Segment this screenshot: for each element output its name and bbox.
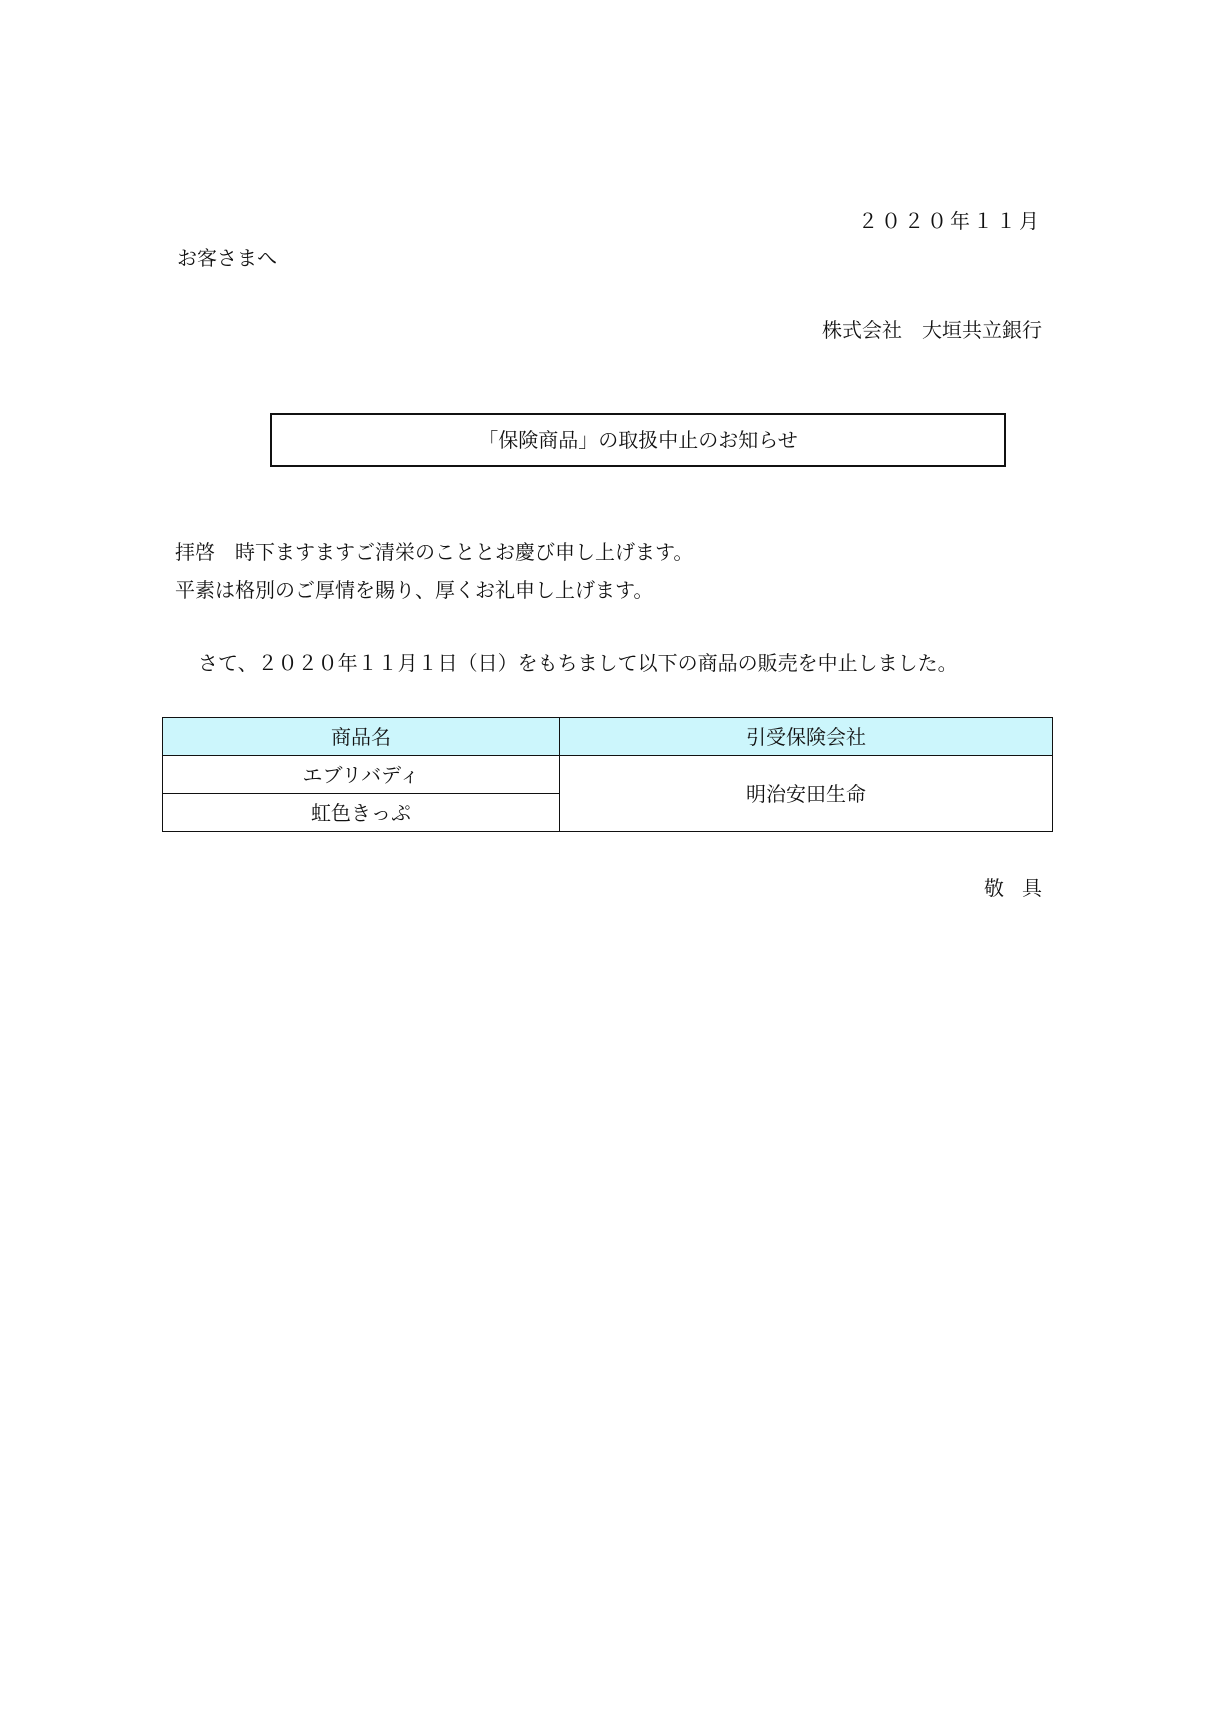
recipient-line: お客さまへ (177, 246, 277, 270)
table-row (163, 756, 1053, 794)
discontinued-products-table (162, 717, 1053, 832)
closing-phrase: 敬具 (984, 876, 1060, 900)
insurer-cell: 明治安田生命 (560, 756, 1053, 832)
notice-title: 「保険商品」の取扱中止のお知らせ (478, 428, 798, 452)
product-name-cell: 虹色きっぷ (163, 794, 560, 832)
document-date: ２０２０年１１月 (858, 209, 1042, 233)
product-name-cell: エブリバディ (163, 756, 560, 794)
table-header-row (163, 718, 1053, 756)
announcement-paragraph: さて、２０２０年１１月１日（日）をもちまして以下の商品の販売を中止しました。 (198, 651, 958, 675)
greeting-line-2: 平素は格別のご厚情を賜り、厚くお礼申し上げます。 (175, 578, 654, 602)
greeting-line-1: 拝啓 時下ますますご清栄のこととお慶び申し上げます。 (175, 540, 694, 564)
notice-title-box (270, 413, 1006, 467)
header-product-name: 商品名 (163, 718, 560, 756)
header-insurer: 引受保険会社 (560, 718, 1053, 756)
sender-name: 株式会社 大垣共立銀行 (822, 318, 1042, 342)
